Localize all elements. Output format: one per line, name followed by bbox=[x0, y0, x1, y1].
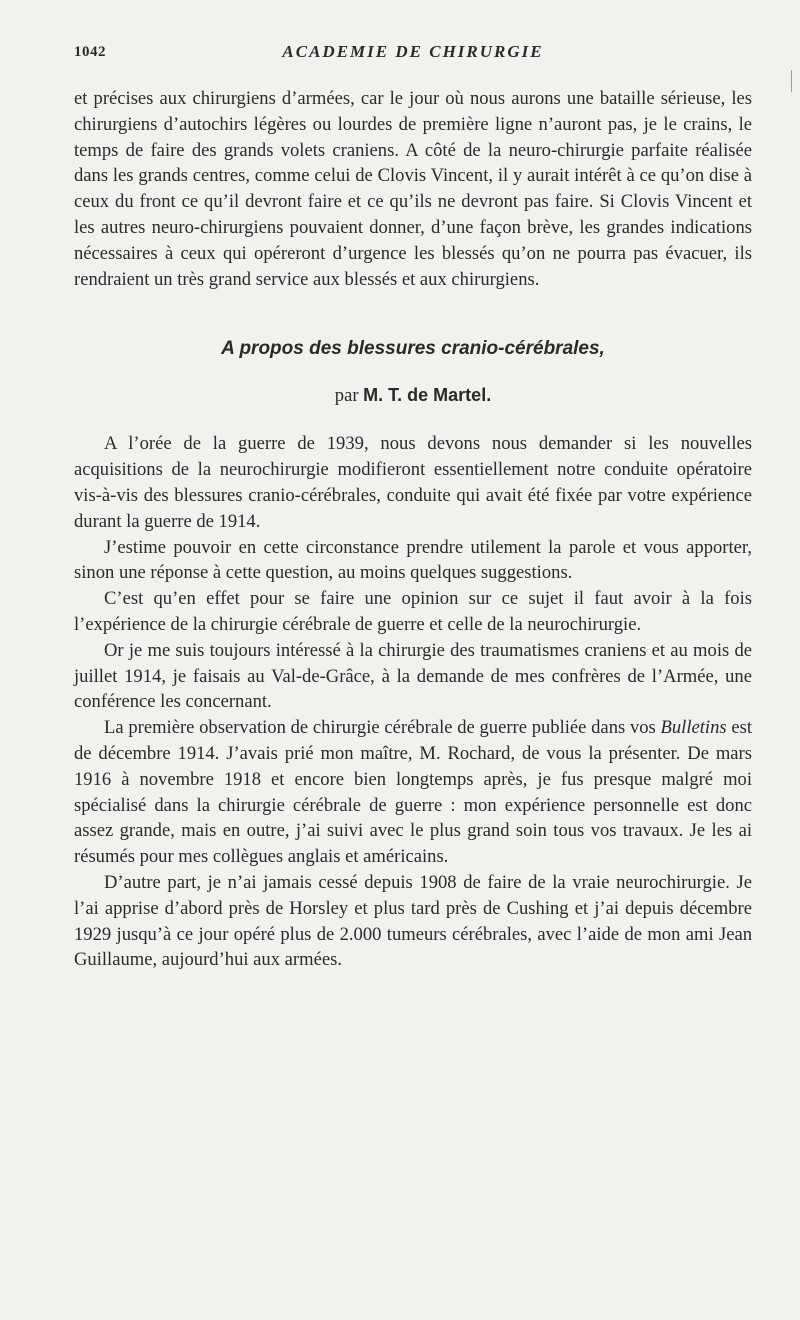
body-paragraph: Or je me suis toujours intéressé à la chirurgie des traumatismes craniens et au mois de juillet 1914, je faisais au Val-de-Grâce, à la demande de mes confrères de l’Armée, une conférence les concernant. bbox=[74, 639, 752, 713]
bulletins-italic: Bulletins bbox=[660, 717, 727, 739]
byline-prefix: par bbox=[334, 385, 364, 407]
byline-author: M. T. de Martel. bbox=[363, 385, 492, 406]
bulletins-text-after: est de décembre 1914. J’avais prié mon maître, M. Rochard, de vous la présenter. De mars 1916 à novembre 1918 et encore bien longtemps après, je fus presque malgré moi spécialisé dans la chirurgie cérébrale de guerre : mon expérience personnelle est donc assez grande, mais en outre, j’ai suivi avec le plus grand soin tous vos travaux. Je les ai résumés pour mes collègues anglais et américains. bbox=[74, 717, 753, 868]
page-edge-mark bbox=[791, 70, 792, 92]
journal-title: ACADEMIE DE CHIRURGIE bbox=[282, 42, 544, 61]
body-paragraph: J’estime pouvoir en cette circonstance prendre utilement la parole et vous apporter, sinon une réponse à cette question, au moins quelques suggestions. bbox=[74, 536, 752, 584]
document-page bbox=[74, 38, 752, 973]
running-header bbox=[74, 38, 752, 68]
continuation-paragraph: et précises aux chirurgiens d’armées, car le jour où nous aurons une bataille sérieuse, les chirurgiens d’autochirs légères ou lourdes de première ligne n’auront pas, je le crains, le temps de faire des grands volets craniens. A côté de la neuro-chirurgie parfaite réalisée dans les grands centres, comme celui de Clovis Vincent, il y aurait intérêt à ce qu’on dise à ceux du front ce qu’il devront faire et ce qu’ils ne devront pas faire. Si Clovis Vincent et les autres neuro-chirurgiens pouvaient donner, d’une façon brève, les grandes indications nécessaires à ceux qui opéreront d’urgence les blessés qu’on ne pourra pas évacuer, ils rendraient un très grand service aux blessés et aux chirurgiens. bbox=[74, 88, 752, 290]
bulletins-text-before: La première observation de chirurgie cérébrale de guerre publiée dans vos bbox=[104, 717, 661, 739]
page-number: 1042 bbox=[74, 44, 106, 60]
body-paragraph-bulletins bbox=[74, 715, 752, 870]
article-byline bbox=[74, 382, 752, 409]
article-body bbox=[74, 431, 752, 973]
body-paragraph: C’est qu’en effet pour se faire une opinion sur ce sujet il faut avoir à la fois l’expérience de la chirurgie cérébrale de guerre et celle de la neurochirurgie. bbox=[74, 588, 752, 635]
body-paragraph: A l’orée de la guerre de 1939, nous devons nous demander si les nouvelles acquisitions de la neurochirurgie modifieront essentiellement notre conduite opératoire vis-à-vis des blessures cranio-cérébrales, conduite qui avait été fixée par votre expérience durant la guerre de 1914. bbox=[74, 433, 752, 532]
article-title: A propos des blessures cranio-cérébrales, bbox=[221, 338, 605, 360]
body-paragraph-last: D’autre part, je n’ai jamais cessé depuis 1908 de faire de la vraie neurochirurgie. Je l’ai apprise d’abord près de Horsley et plus tard près de Cushing et j’ai depuis décembre 1929 jusqu’à ce jour opéré plus de 2.000 tumeurs cérébrales, avec l’aide de mon ami Jean Guillaume, aujourd’hui aux armées. bbox=[74, 871, 752, 971]
